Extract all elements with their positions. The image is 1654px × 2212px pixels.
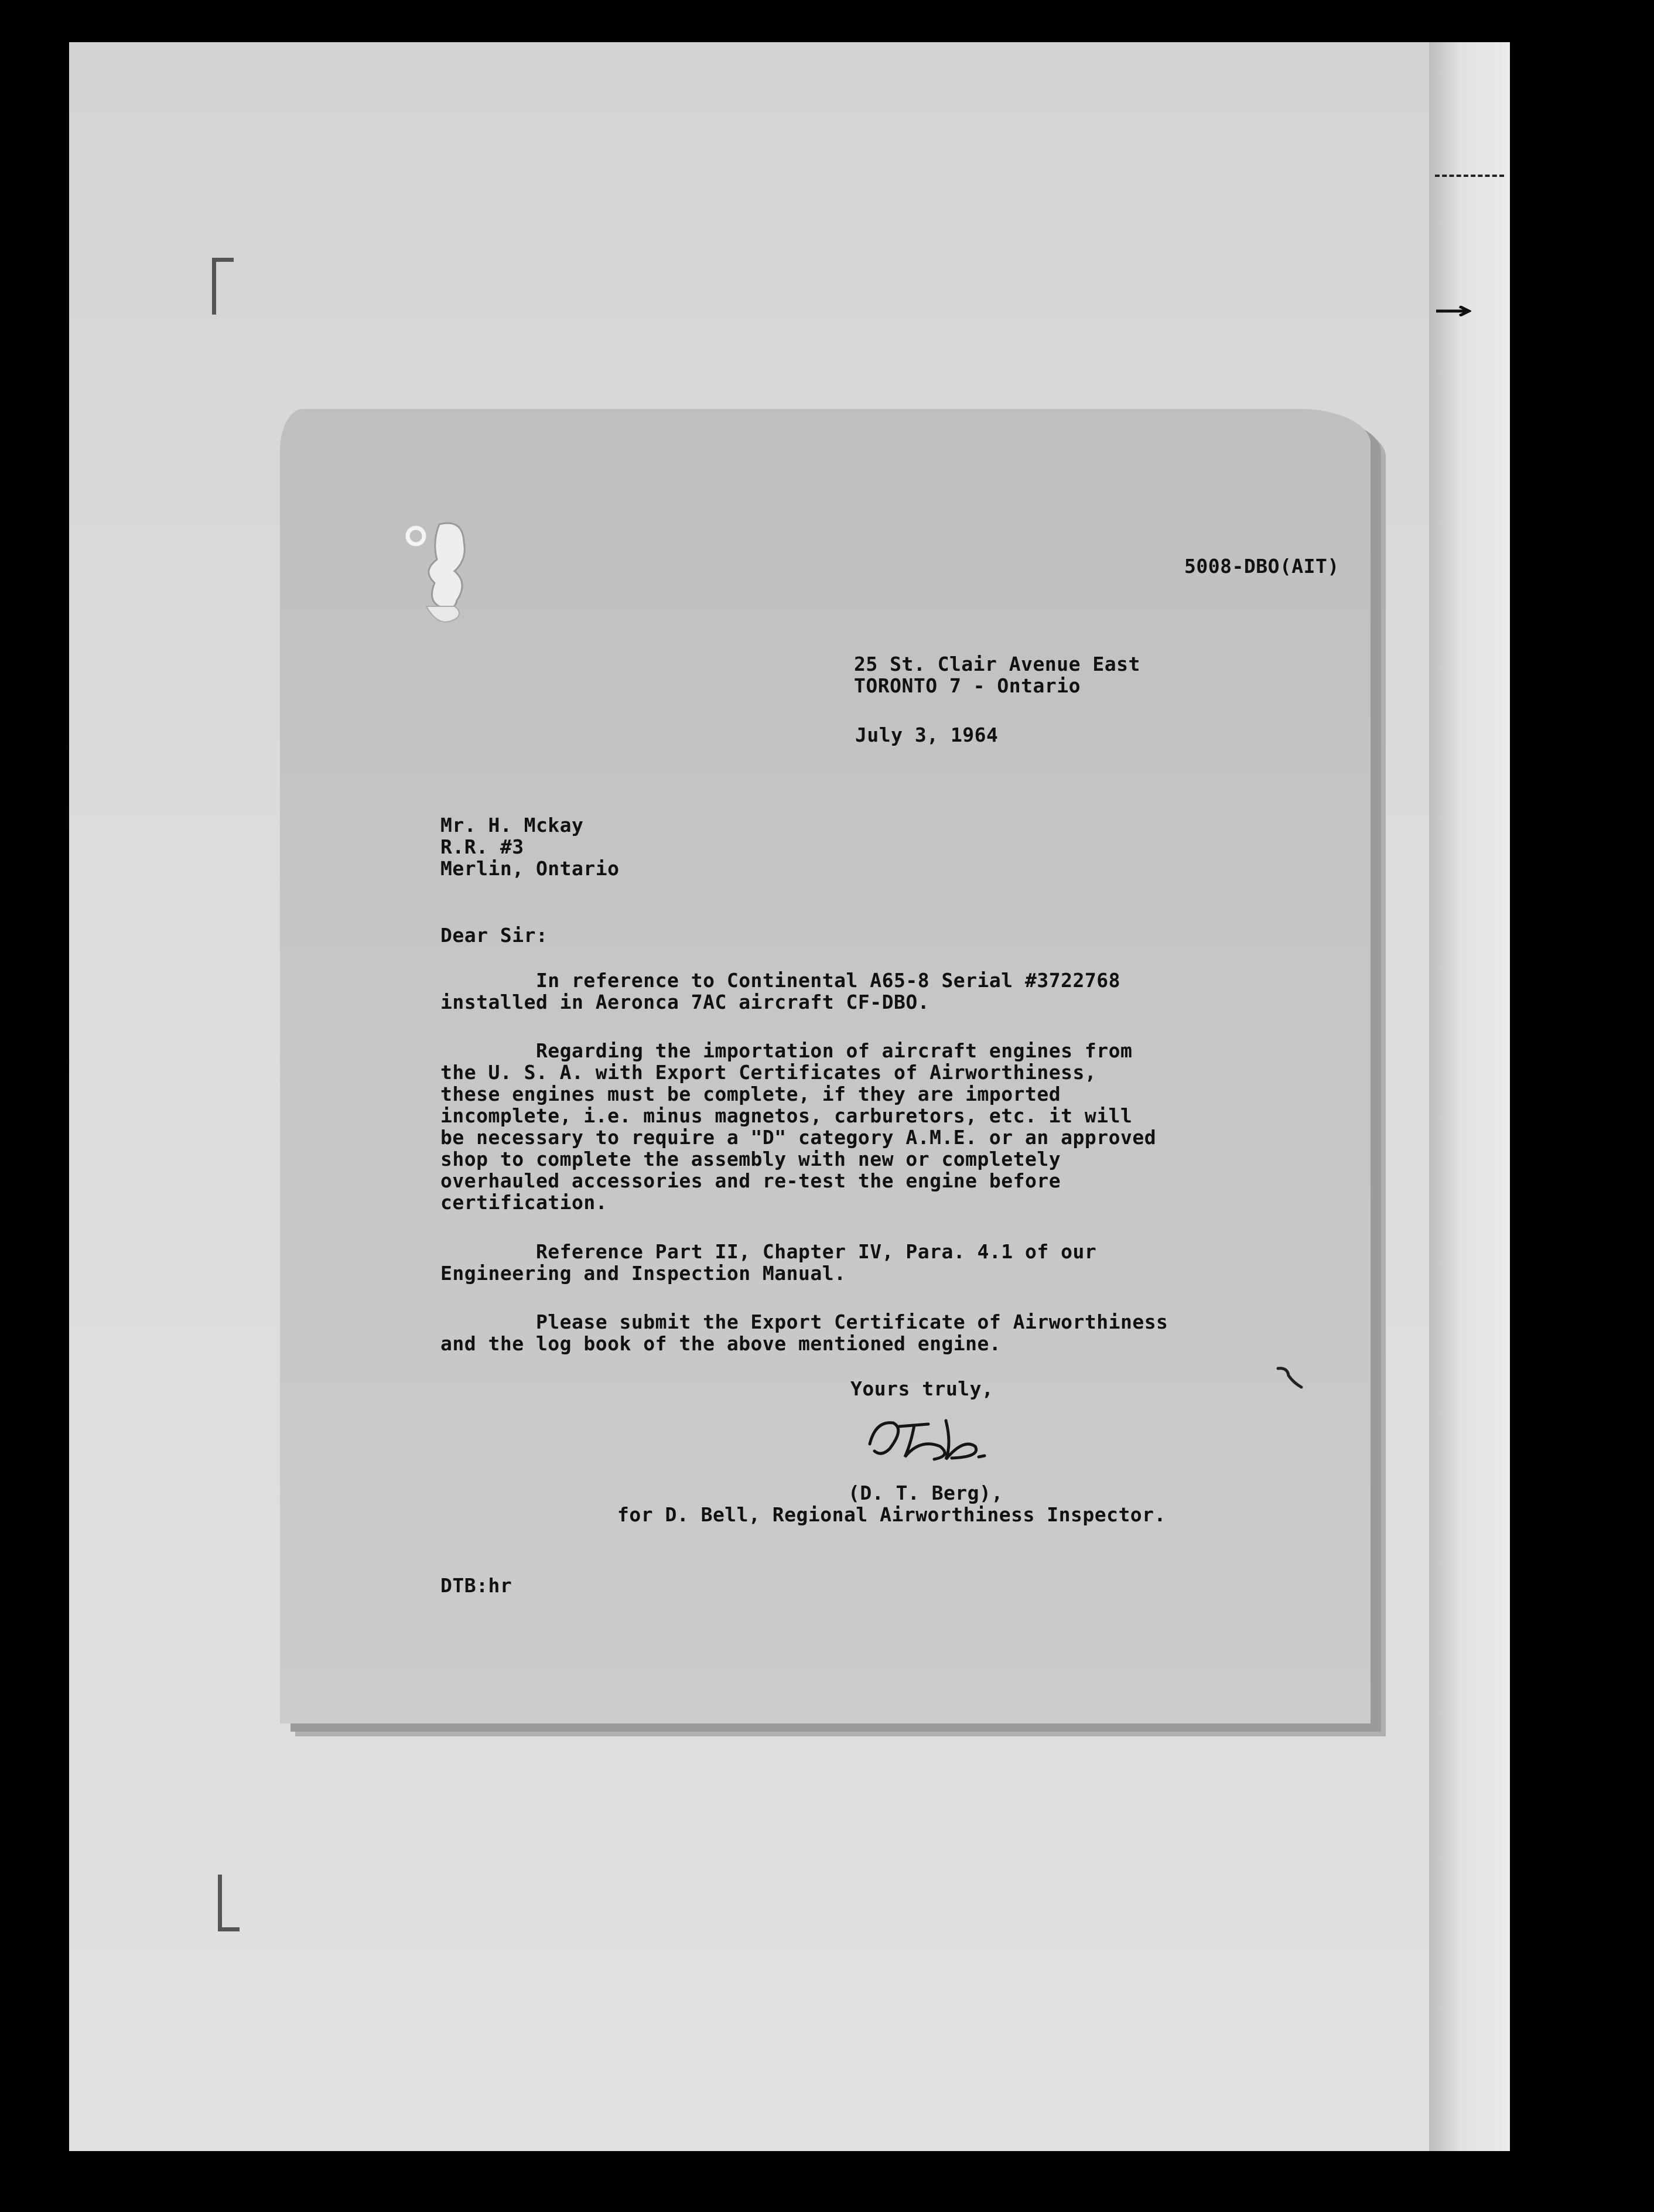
body-line: incomplete, i.e. minus magnetos, carburetors, etc. it will <box>440 1104 1133 1127</box>
paperclip-mark <box>398 518 480 636</box>
body-line: and the log book of the above mentioned engine. <box>440 1332 1002 1355</box>
signatory-title: for D. Bell, Regional Airworthiness Inspector. <box>617 1503 1166 1526</box>
body-line: In reference to Continental A65-8 Serial #3722768 <box>440 969 1120 992</box>
body-line: the U. S. A. with Export Certificates of Airworthiness, <box>440 1061 1097 1084</box>
body-line: installed in Aeronca 7AC aircraft CF-DBO. <box>440 991 930 1013</box>
body-line: certification. <box>440 1191 608 1214</box>
top-bracket-mark <box>212 258 234 315</box>
recipient-route: R.R. #3 <box>440 835 524 858</box>
bottom-bracket-mark <box>218 1875 240 1931</box>
closing: Yours truly, <box>850 1377 994 1400</box>
handwritten-signature <box>864 1403 1004 1467</box>
adjacent-page-edge <box>1429 42 1510 2151</box>
recipient-city: Merlin, Ontario <box>440 857 620 880</box>
pencil-check-mark <box>1276 1365 1305 1394</box>
letter-date: July 3, 1964 <box>855 723 999 746</box>
typist-initials: DTB:hr <box>440 1574 512 1597</box>
body-line: be necessary to require a "D" category A.M.E. or an approved <box>440 1126 1157 1149</box>
sender-address-line2: TORONTO 7 - Ontario <box>854 674 1081 697</box>
body-line: Engineering and Inspection Manual. <box>440 1262 846 1285</box>
file-reference: 5008-DBO(AIT) <box>1184 555 1339 578</box>
salutation: Dear Sir: <box>440 924 548 947</box>
body-line: Please submit the Export Certificate of Airworthiness <box>440 1310 1168 1333</box>
sender-address-line1: 25 St. Clair Avenue East <box>854 653 1140 675</box>
dashed-margin-line <box>1435 175 1504 177</box>
body-line: overhauled accessories and re-test the engine before <box>440 1169 1061 1192</box>
signatory-name: (D. T. Berg), <box>848 1482 1003 1504</box>
recipient-name: Mr. H. Mckay <box>440 814 584 837</box>
body-line: shop to complete the assembly with new or completely <box>440 1148 1061 1170</box>
arrow-icon <box>1436 306 1471 316</box>
body-line: these engines must be complete, if they are imported <box>440 1083 1061 1105</box>
body-line: Reference Part II, Chapter IV, Para. 4.1 of our <box>440 1240 1097 1263</box>
body-line: Regarding the importation of aircraft engines from <box>440 1039 1133 1062</box>
